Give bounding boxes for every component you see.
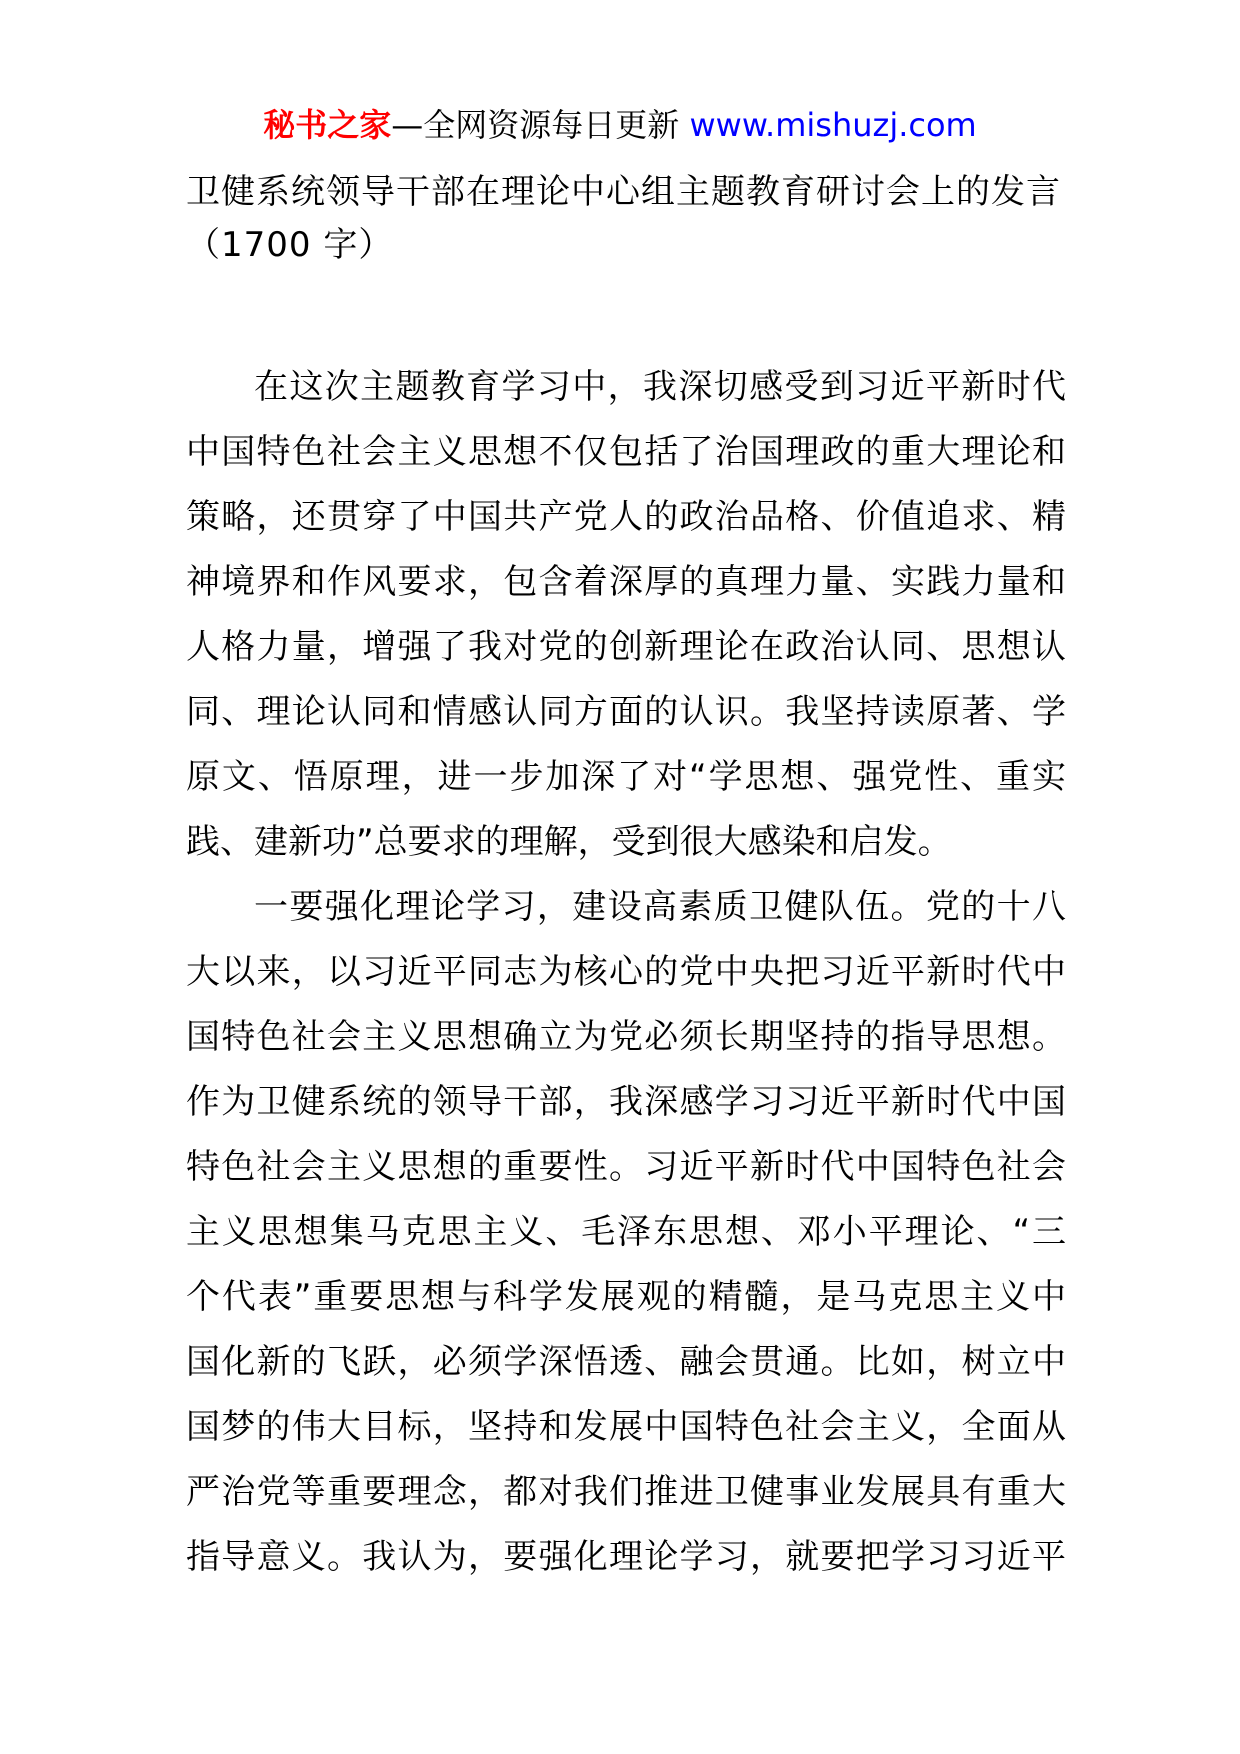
site-header	[0, 103, 1240, 147]
body-line: 指导意义。我认为，要强化理论学习，就要把学习习近平	[186, 1537, 1066, 1577]
document-body	[186, 355, 1066, 1590]
body-line: 严治党等重要理念，都对我们推进卫健事业发展具有重大	[186, 1472, 1066, 1512]
body-line: 特色社会主义思想的重要性。习近平新时代中国特色社会	[186, 1147, 1066, 1187]
body-line: 原文、悟原理，进一步加深了对“学思想、强党性、重实	[186, 757, 1066, 797]
body-line: 国化新的飞跃，必须学深悟透、融会贯通。比如，树立中	[186, 1342, 1066, 1382]
title-word-count: （1700 字）	[186, 225, 394, 265]
body-line: 人格力量，增强了我对党的创新理论在政治认同、思想认	[186, 627, 1066, 667]
body-line: 国特色社会主义思想确立为党必须长期坚持的指导思想。	[186, 1017, 1066, 1057]
site-slogan: —全网资源每日更新	[391, 106, 690, 144]
body-line: 在这次主题教育学习中，我深切感受到习近平新时代	[254, 367, 1066, 407]
body-line: 大以来，以习近平同志为核心的党中央把习近平新时代中	[186, 952, 1066, 992]
body-line: 策略，还贯穿了中国共产党人的政治品格、价值追求、精	[186, 497, 1066, 537]
body-line: 国梦的伟大目标，坚持和发展中国特色社会主义，全面从	[186, 1407, 1066, 1447]
body-line: 个代表”重要思想与科学发展观的精髓，是马克思主义中	[186, 1277, 1066, 1317]
body-line: 主义思想集马克思主义、毛泽东思想、邓小平理论、“三	[186, 1212, 1066, 1252]
body-line: 神境界和作风要求，包含着深厚的真理力量、实践力量和	[186, 562, 1066, 602]
body-line: 一要强化理论学习，建设高素质卫健队伍。党的十八	[254, 887, 1066, 927]
body-line: 作为卫健系统的领导干部，我深感学习习近平新时代中国	[186, 1082, 1066, 1122]
site-brand: 秘书之家	[263, 106, 392, 144]
body-line: 践、建新功”总要求的理解，受到很大感染和启发。	[186, 822, 952, 862]
body-line: 中国特色社会主义思想不仅包括了治国理政的重大理论和	[186, 432, 1066, 472]
document-title	[186, 166, 1066, 272]
body-line: 同、理论认同和情感认同方面的认识。我坚持读原著、学	[186, 692, 1066, 732]
site-url-link[interactable]: www.mishuzj.com	[689, 106, 977, 144]
title-line: 卫健系统领导干部在理论中心组主题教育研讨会上的发言	[186, 172, 1061, 212]
